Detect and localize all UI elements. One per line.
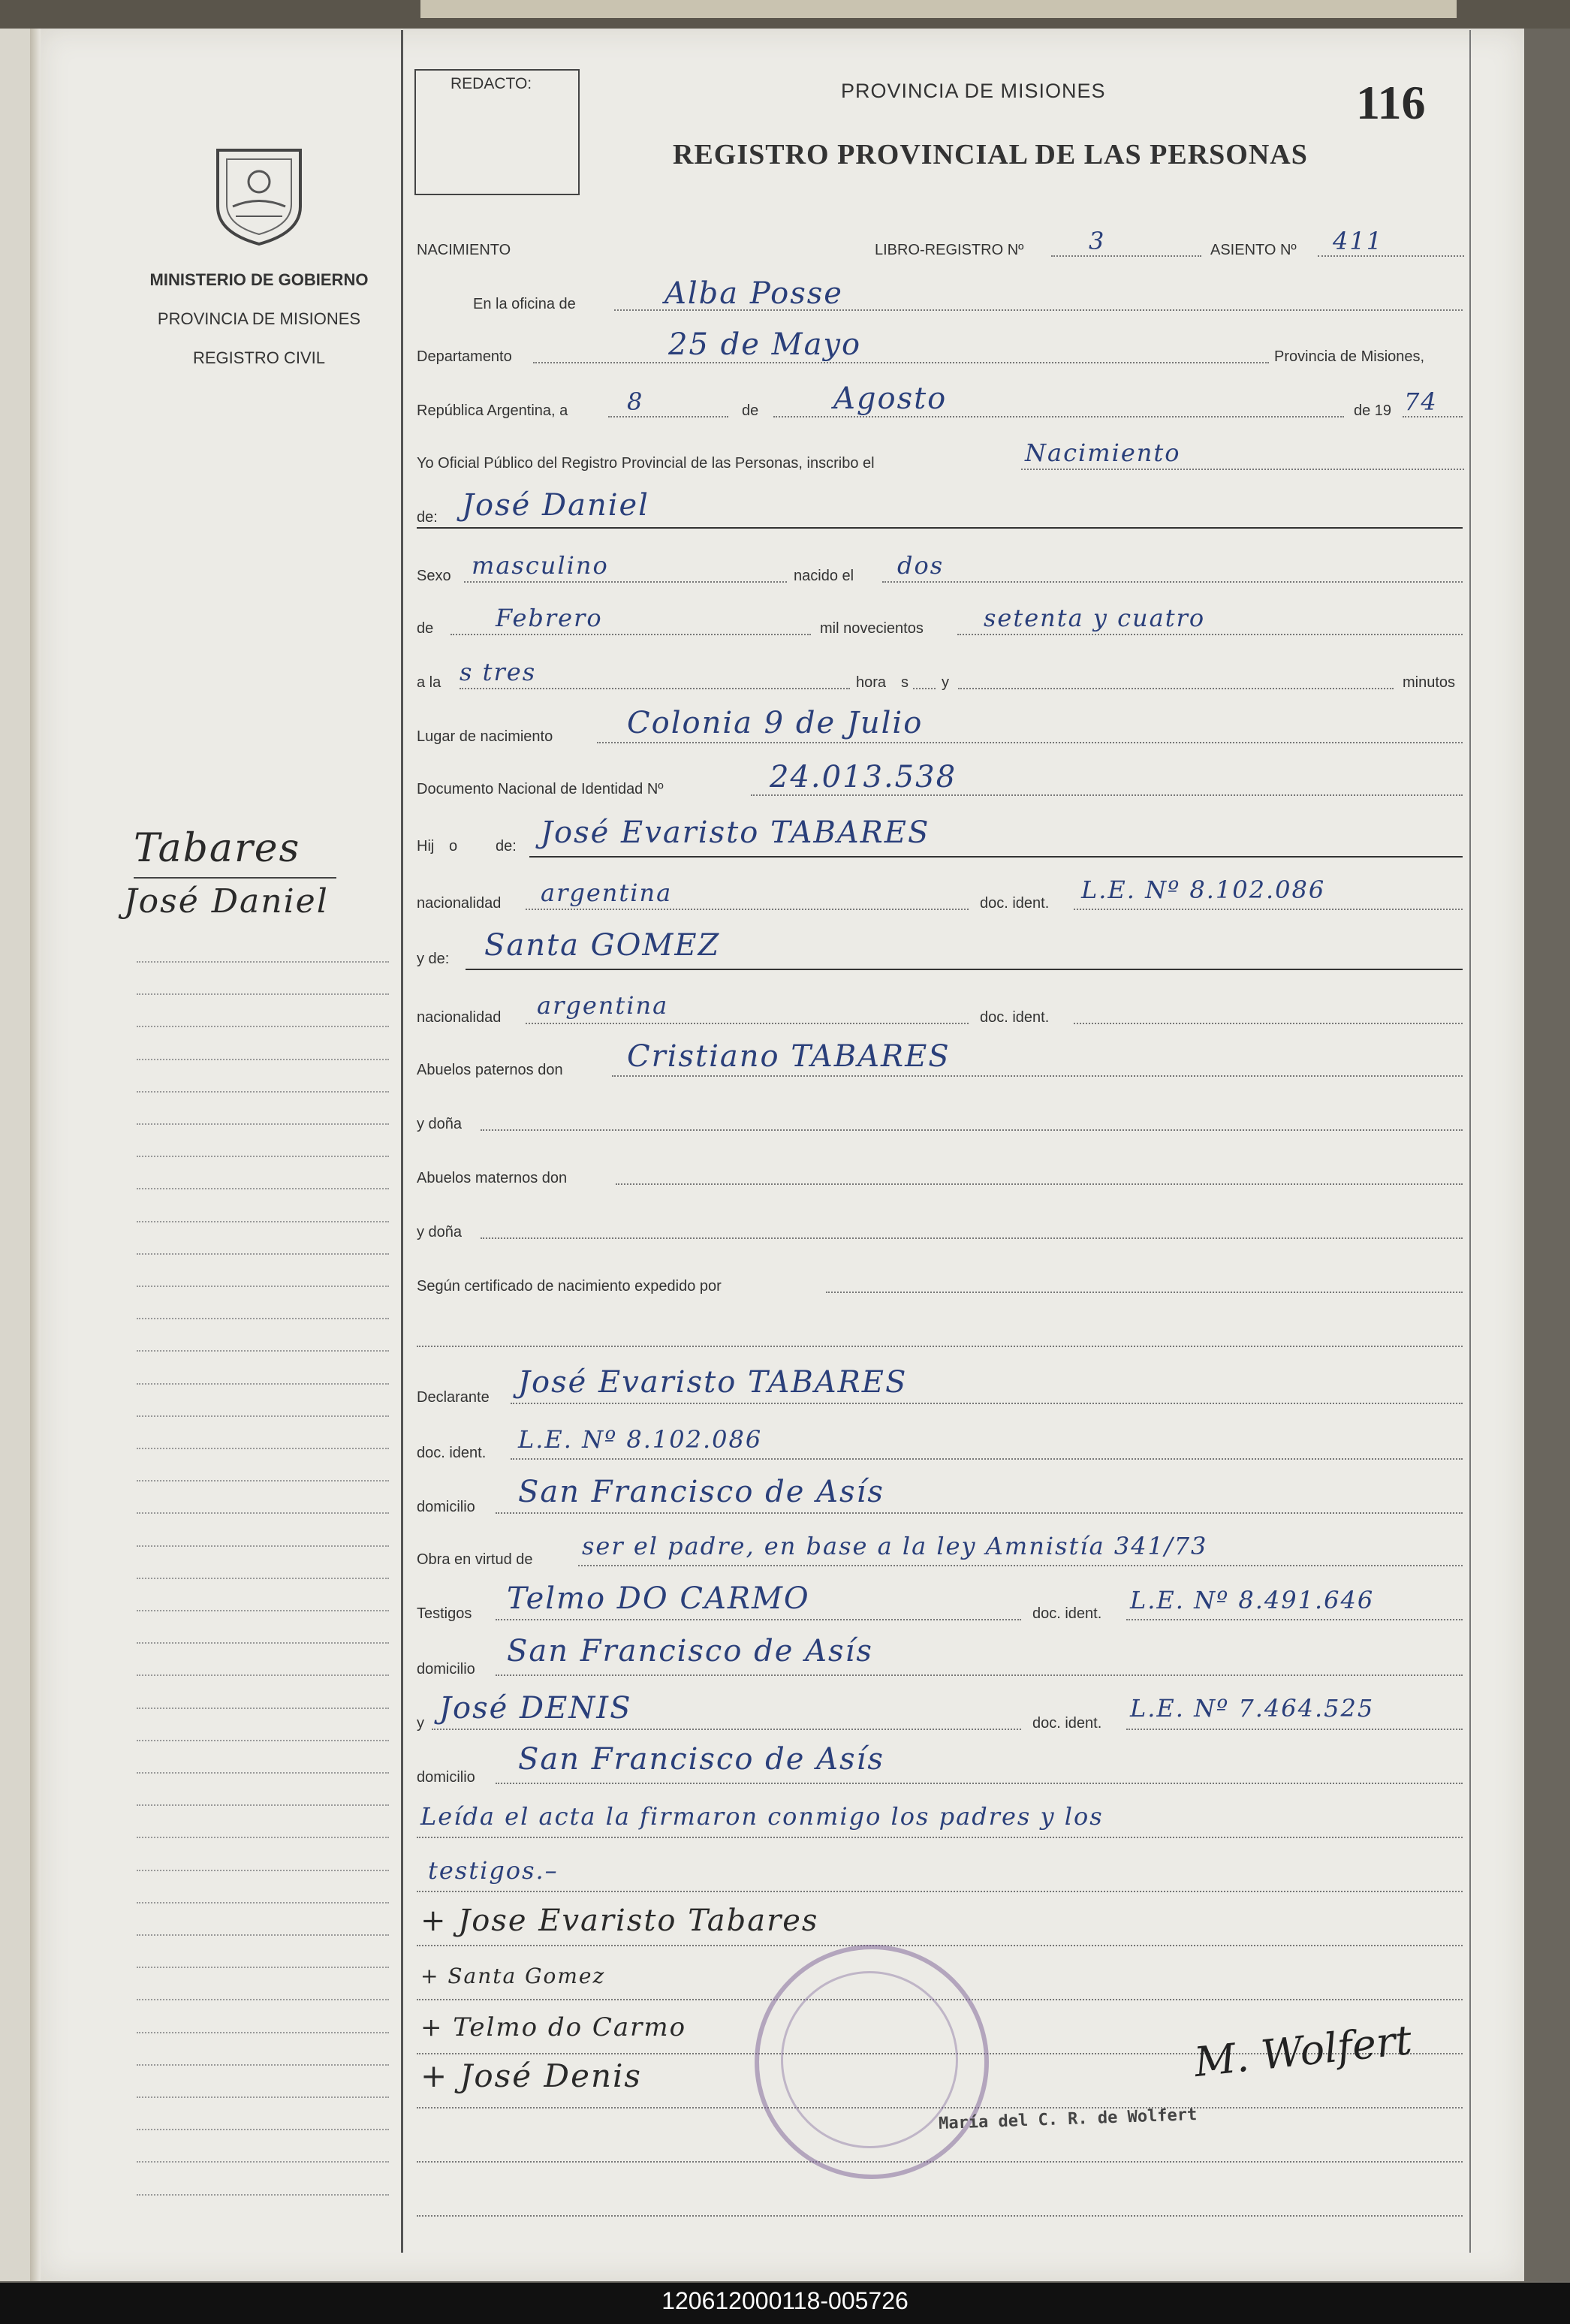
nac-padre-line: [526, 909, 969, 910]
margin-rule-line: [137, 1318, 389, 1319]
mes-nac-line: [451, 634, 811, 635]
margin-rule-line: [137, 1286, 389, 1287]
doc-t1-label: doc. ident.: [1032, 1605, 1102, 1622]
domicilio1-value: San Francisco de Asís: [518, 1475, 884, 1509]
minutos-line: [958, 688, 1394, 689]
yde-label: y de:: [417, 951, 450, 967]
abuelos-mat-line: [616, 1183, 1463, 1185]
de2-label: de: [417, 620, 434, 637]
leida-text-1: Leída el acta la firmaron conmigo los padres y los: [420, 1802, 1104, 1831]
declarante-value: José Evaristo TABARES: [518, 1365, 908, 1400]
testigo1-line: [496, 1619, 1021, 1620]
doc-madre-label: doc. ident.: [980, 1009, 1050, 1026]
official-signature: M. Wolfert: [1192, 2015, 1415, 2087]
provincial-seal-icon: [203, 135, 315, 248]
signature-mother: + Santa Gomez: [420, 1964, 606, 1988]
registry-stamp-inner: [781, 1971, 958, 2148]
sig-line-5: [417, 2161, 1463, 2163]
nombre-value: José Daniel: [462, 488, 649, 523]
margin-rule-line: [137, 1674, 389, 1676]
testigo1-value: Telmo DO CARMO: [507, 1581, 810, 1616]
doc-padre-label: doc. ident.: [980, 895, 1050, 912]
libro-line: [1051, 255, 1201, 257]
dia-line: [608, 416, 728, 417]
right-border-line: [1469, 30, 1471, 2253]
margin-rule-line: [137, 1545, 389, 1547]
dni-line: [751, 794, 1463, 796]
margin-rule-line: [137, 2129, 389, 2130]
anio-nac-line: [957, 634, 1463, 635]
sexo-line: [464, 581, 787, 583]
official-name: María del C. R. de Wolfert: [938, 2105, 1198, 2134]
doc-t2-label: doc. ident.: [1032, 1715, 1102, 1732]
margin-rule-line: [137, 1772, 389, 1774]
margin-rule-line: [137, 1934, 389, 1936]
margin-rule-line: [137, 1188, 389, 1189]
ydona2-line: [481, 1237, 1463, 1239]
oficina-value: Alba Posse: [664, 276, 843, 311]
sexo-value: masculino: [472, 551, 609, 580]
domicilio3-label: domicilio: [417, 1769, 475, 1786]
hijo-suffix: o: [449, 838, 458, 855]
margin-rule-line: [137, 2064, 389, 2066]
domicilio3-line: [496, 1783, 1463, 1784]
margin-rule-line: [137, 1383, 389, 1385]
mes-nac-value: Febrero: [496, 604, 603, 632]
page-gutter: [30, 29, 41, 2281]
y2-label: y: [417, 1715, 424, 1732]
obra-line: [578, 1565, 1463, 1566]
abuelos-mat-label: Abuelos maternos don: [417, 1170, 568, 1186]
horas-suffix: s: [901, 674, 909, 691]
oficial-label: Yo Oficial Público del Registro Provincial de las Personas, inscribo el: [417, 455, 875, 472]
domicilio1-line: [496, 1512, 1463, 1514]
ydona1-line: [481, 1129, 1463, 1131]
asiento-line: [1318, 255, 1464, 257]
nac-padre-label: nacionalidad: [417, 895, 502, 912]
margin-rule-line: [137, 1253, 389, 1255]
ydona2-label: y doña: [417, 1224, 463, 1240]
doc-t2-value: L.E. Nº 7.464.525: [1130, 1694, 1375, 1723]
padre-value: José Evaristo TABARES: [541, 815, 930, 850]
asiento-value: 411: [1333, 227, 1384, 255]
scan-footer-id: 120612000118-005726: [661, 2287, 909, 2314]
testigos-label: Testigos: [417, 1605, 472, 1622]
nacido-value: dos: [897, 551, 945, 580]
margin-note-surname: Tabares: [134, 826, 301, 871]
horas-suffix-line: [913, 688, 936, 689]
margin-rule-line: [137, 1123, 389, 1125]
dni-value: 24.013.538: [770, 760, 957, 794]
margin-rule-line: [137, 1448, 389, 1449]
mil-label: mil novecientos: [820, 620, 924, 637]
margin-rule-line: [137, 1804, 389, 1806]
margin-rule-line: [137, 1837, 389, 1838]
domicilio2-label: domicilio: [417, 1661, 475, 1677]
previous-page-edge: [420, 0, 1457, 18]
margin-note-name: José Daniel: [124, 882, 329, 921]
margin-rule-line: [137, 1156, 389, 1157]
doc-madre-line: [1074, 1023, 1463, 1024]
leida-text-2: testigos.–: [428, 1856, 559, 1885]
margin-rule-line: [137, 993, 389, 995]
margin-rule-line: [137, 1480, 389, 1482]
abuelos-pat-value: Cristiano TABARES: [627, 1039, 951, 1074]
anio-nac-value: setenta y cuatro: [984, 604, 1206, 632]
margin-rule-line: [137, 1221, 389, 1222]
margin-rule-line: [137, 1512, 389, 1514]
margin-rule-line: [137, 1415, 389, 1417]
testigo2-line: [432, 1729, 1021, 1730]
margin-note-underline: [134, 877, 336, 879]
ministry-registry: REGISTRO CIVIL: [192, 348, 326, 367]
horas-label: hora: [856, 674, 887, 691]
padre-underline: [529, 856, 1463, 858]
doc-padre-line: [1074, 909, 1463, 910]
mes-line: [773, 416, 1344, 417]
doc-t1-line: [1126, 1619, 1463, 1620]
signature-witness-2: + José Denis: [420, 2057, 642, 2094]
margin-rule-line: [137, 1999, 389, 2000]
margin-rule-line: [137, 1026, 389, 1027]
libro-value: 3: [1089, 227, 1106, 255]
margin-rule-line: [137, 2194, 389, 2196]
header-registry: REGISTRO PROVINCIAL DE LAS PERSONAS: [673, 139, 1308, 170]
leida-line-1: [417, 1837, 1463, 1838]
leida-line-2: [417, 1891, 1463, 1892]
lugar-value: Colonia 9 de Julio: [627, 706, 924, 740]
libro-label: LIBRO-REGISTRO Nº: [875, 242, 1024, 258]
nac-madre-line: [526, 1023, 969, 1024]
doc-decl-line: [511, 1458, 1463, 1460]
departamento-line: [533, 362, 1269, 363]
doc-decl-value: L.E. Nº 8.102.086: [518, 1425, 763, 1454]
segun-line-2: [417, 1346, 1463, 1347]
margin-rule-line: [137, 2161, 389, 2163]
margin-rule-line: [137, 1902, 389, 1904]
margin-rule-line: [137, 1091, 389, 1093]
doc-t1-value: L.E. Nº 8.491.646: [1130, 1586, 1375, 1614]
segun-line: [826, 1292, 1463, 1293]
signature-witness-1: + Telmo do Carmo: [420, 2012, 687, 2042]
asiento-label: ASIENTO Nº: [1210, 242, 1297, 258]
lugar-label: Lugar de nacimiento: [417, 728, 553, 745]
nombre-label: de:: [417, 509, 438, 526]
obra-label: Obra en virtud de: [417, 1551, 533, 1568]
margin-rule-line: [137, 961, 389, 963]
oficial-value: Nacimiento: [1025, 439, 1181, 467]
republica-label: República Argentina, a: [417, 402, 568, 419]
margin-rule-line: [137, 1870, 389, 1871]
hora-line: [460, 688, 850, 689]
dia-value: 8: [627, 387, 644, 416]
declarante-line: [511, 1403, 1463, 1404]
doc-decl-label: doc. ident.: [417, 1445, 487, 1461]
anio-label: de 19: [1354, 402, 1392, 419]
book-right-edge: [1524, 29, 1570, 2281]
anio-value: 74: [1404, 387, 1438, 416]
doc-padre-value: L.E. Nº 8.102.086: [1081, 876, 1326, 904]
nombre-underline: [417, 527, 1463, 529]
oficial-line: [1021, 469, 1464, 470]
departamento-label: Departamento: [417, 348, 512, 365]
ministry-province: PROVINCIA DE MISIONES: [157, 309, 361, 328]
sig-line-1: [417, 1945, 1463, 1946]
oficina-label: En la oficina de: [473, 296, 576, 312]
segun-label: Según certificado de nacimiento expedido por: [417, 1278, 722, 1295]
testigo2-value: José DENIS: [439, 1691, 632, 1726]
minutos-label: minutos: [1403, 674, 1456, 691]
nacido-line: [882, 581, 1463, 583]
redacto-label: REDACTO:: [451, 75, 532, 92]
page-number: 116: [1356, 76, 1426, 129]
lugar-line: [597, 742, 1463, 743]
a-la-label: a la: [417, 674, 441, 691]
sig-line-6: [417, 2215, 1463, 2217]
domicilio3-value: San Francisco de Asís: [518, 1742, 884, 1777]
nac-madre-value: argentina: [537, 991, 669, 1020]
header-province: PROVINCIA DE MISIONES: [841, 80, 1106, 102]
madre-value: Santa GOMEZ: [484, 928, 721, 963]
abuelos-pat-label: Abuelos paternos don: [417, 1062, 563, 1078]
y-label: y: [942, 674, 949, 691]
madre-underline: [466, 969, 1463, 970]
margin-rule-line: [137, 1740, 389, 1741]
margin-rule-line: [137, 1967, 389, 1968]
margin-rule-line: [137, 2096, 389, 2098]
departamento-value: 25 de Mayo: [668, 327, 862, 362]
hijo-label: Hij: [417, 838, 435, 855]
margin-rule-line: [137, 1610, 389, 1611]
de-label: de: [742, 402, 759, 419]
ministry-title: MINISTERIO DE GOBIERNO: [149, 270, 369, 289]
anio-line: [1403, 416, 1463, 417]
domicilio2-value: San Francisco de Asís: [507, 1634, 873, 1668]
provincia-label: Provincia de Misiones,: [1274, 348, 1425, 365]
signature-father: + Jose Evaristo Tabares: [420, 1904, 819, 1938]
hora-value: s tres: [460, 658, 537, 686]
margin-rule-line: [137, 1642, 389, 1644]
domicilio1-label: domicilio: [417, 1499, 475, 1515]
abuelos-pat-line: [612, 1075, 1463, 1077]
margin-rule-line: [137, 1350, 389, 1352]
sexo-label: Sexo: [417, 568, 451, 584]
nac-padre-value: argentina: [541, 879, 673, 907]
ydona1-label: y doña: [417, 1116, 463, 1132]
margin-rule-line: [137, 1059, 389, 1060]
nacido-label: nacido el: [794, 568, 854, 584]
nac-madre-label: nacionalidad: [417, 1009, 502, 1026]
dni-label: Documento Nacional de Identidad Nº: [417, 781, 664, 797]
margin-rule-line: [137, 2032, 389, 2033]
margin-rule-line: [137, 1578, 389, 1579]
margin-rule-line: [137, 1708, 389, 1709]
declarante-label: Declarante: [417, 1389, 490, 1406]
domicilio2-line: [496, 1674, 1463, 1676]
nacimiento-label: NACIMIENTO: [417, 242, 511, 258]
hijo-de-label: de:: [496, 838, 517, 855]
obra-value: ser el padre, en base a la ley Amnistía 341/73: [582, 1532, 1208, 1560]
mes-value: Agosto: [833, 381, 948, 416]
doc-t2-line: [1126, 1729, 1463, 1730]
